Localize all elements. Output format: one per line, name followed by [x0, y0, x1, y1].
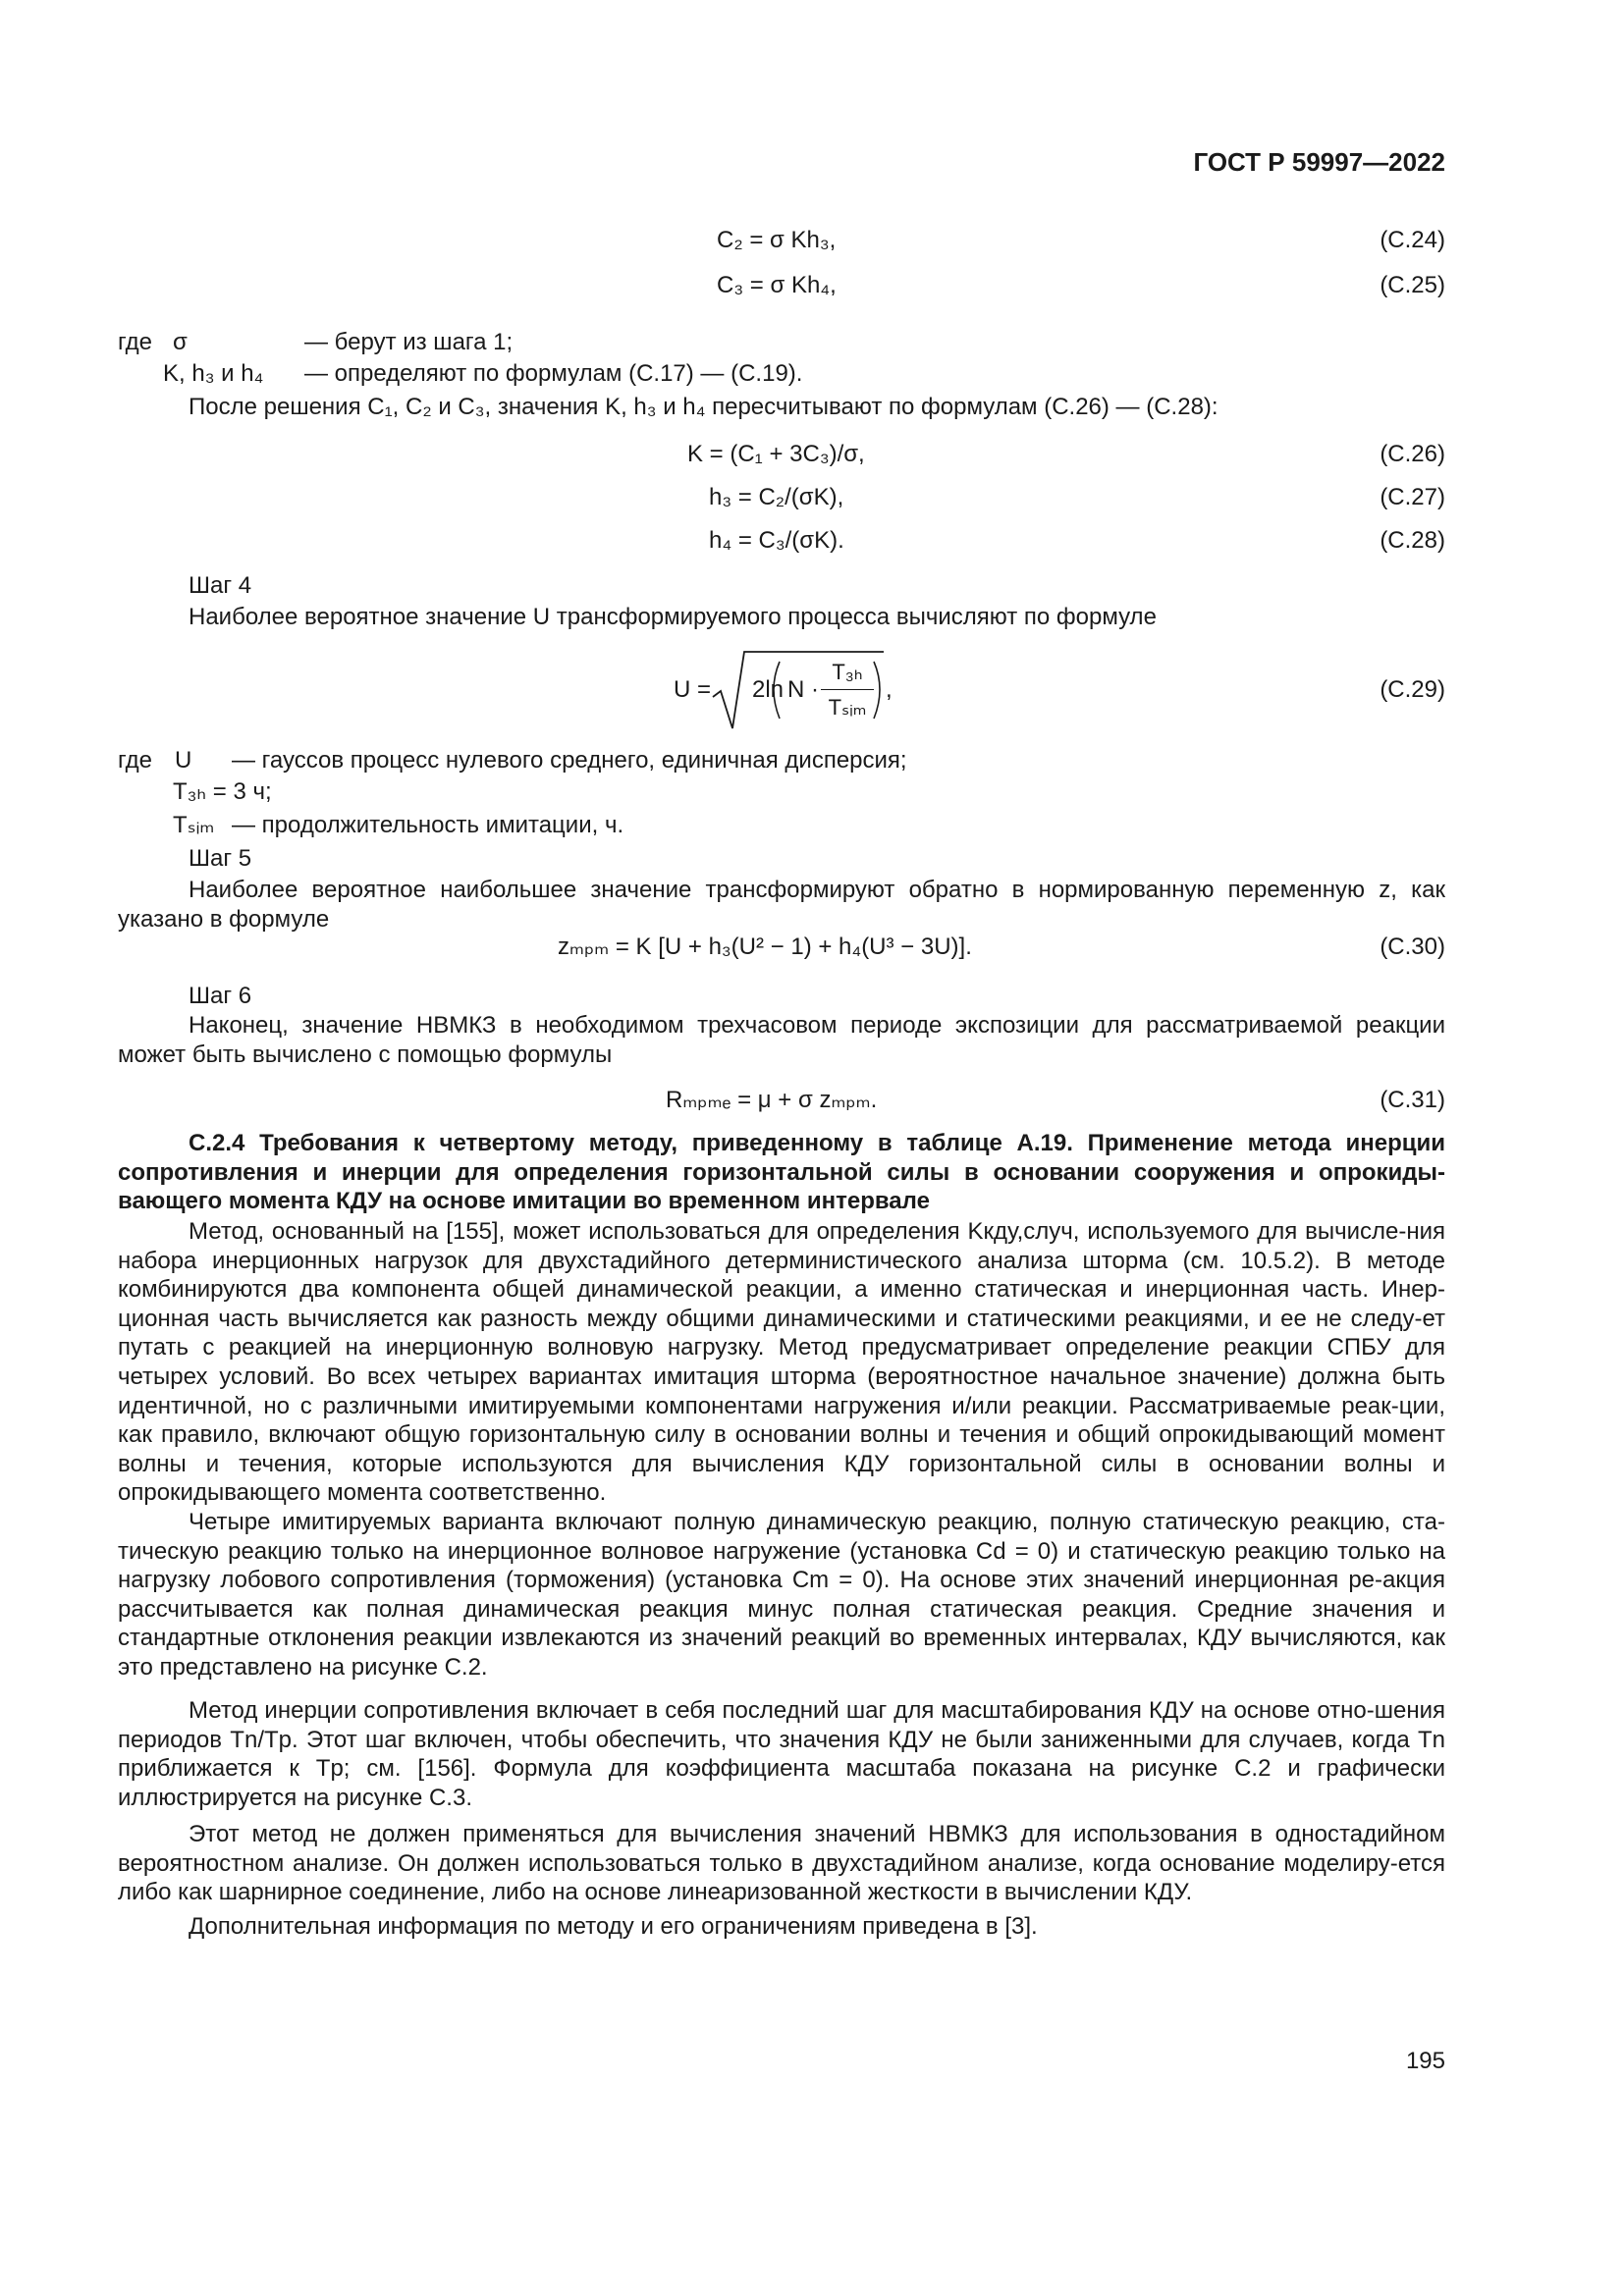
where-t3h: T₃ₕ = 3 ч;: [173, 778, 272, 805]
where-symbol-k-h3-h4: K, h₃ и h₄: [163, 360, 264, 387]
formula-c26: K = (C₁ + 3C₃)/σ,: [687, 441, 865, 467]
equation-number-c24: (C.24): [1380, 227, 1445, 253]
standard-header: ГОСТ Р 59997—2022: [1193, 147, 1445, 177]
where-symbol-sigma: σ: [173, 329, 188, 355]
where-symbol-tsim: Tₛᵢₘ: [173, 812, 215, 838]
step-6-title: Шаг 6: [189, 983, 252, 1009]
section-paragraph-5: Дополнительная информация по методу и его ограничениям приведена в [3].: [189, 1913, 1038, 1940]
page-number: 195: [1405, 2048, 1445, 2074]
formula-c25: C₃ = σ Kh₄,: [717, 272, 837, 298]
section-heading: С.2.4 Требования к четвертому методу, приведенному в таблице А.19. Применение метода инерции сопротивления и инерции для определения горизонтальной силы в основании сооружения и опрокиды-вающего момента КДУ на основе имитации во временном интервале: [118, 1130, 1445, 1215]
formula-c28: h₄ = C₃/(σK).: [709, 527, 844, 554]
step-5-text: Наиболее вероятное наибольшее значение трансформируют обратно в нормированную переменную z, как указано в формуле: [118, 877, 1445, 933]
formula-c24: C₂ = σ Kh₃,: [717, 227, 837, 253]
equation-number-c25: (C.25): [1380, 272, 1445, 298]
where-symbol-u: U: [175, 747, 192, 774]
equation-number-c28: (C.28): [1380, 527, 1445, 554]
step-6-text: Наконец, значение НВМКЗ в необходимом трехчасовом периоде экспозиции для рассматриваемой реакции может быть вычислено с помощью формулы: [118, 1012, 1445, 1068]
section-paragraph-4: Этот метод не должен применяться для вычисления значений НВМКЗ для использования в одностадийном вероятностном анализе. Он должен использоваться только в двухстадийном анализе, когда основание моделиру-ется либо как шарнирное соединение, либо на основе линеаризованной жесткости в вычислении КДУ.: [118, 1821, 1445, 1906]
equation-number-c29: (C.29): [1380, 676, 1445, 703]
formula-c27: h₃ = C₂/(σK),: [709, 484, 844, 510]
where-label-2: где: [118, 747, 153, 774]
formula-c29-ln: 2ln: [752, 676, 785, 703]
where-definition-u: — гауссов процесс нулевого среднего, единичная дисперсия;: [232, 747, 907, 774]
step-5-title: Шаг 5: [189, 845, 252, 872]
formula-c30: zₘₚₘ = K [U + h₃(U² − 1) + h₄(U³ − 3U)].: [558, 934, 972, 960]
where-label: где: [118, 329, 153, 355]
section-paragraph-2: Четыре имитируемых варианта включают полную динамическую реакцию, полную статическую реакцию, ста-тическую реакцию только на инерционное волновое нагружение (установка Cd = 0) и статическую реакцию только на нагрузку лобового сопротивления (торможения) (установка Cm = 0). На основе этих значений инерционная ре-акция рассчитывается как полная динамическая реакция минус полная статическая реакция. Средние значения и стандартные отклонения реакции извлекаются из значений реакций во временных интервалах, КДУ вычисляются, как это представлено на рисунке С.2.: [118, 1509, 1445, 1681]
where-definition-sigma: — берут из шага 1;: [304, 329, 514, 355]
formula-c29-n: N ·: [787, 676, 819, 703]
section-paragraph-3: Метод инерции сопротивления включает в себя последний шаг для масштабирования КДУ на основе отно-шения периодов Tn/Tp. Этот шаг включен, чтобы обеспечить, что значения КДУ не были заниженными для случаев, когда Tn приближается к Tp; см. [156]. Формула для коэффициента масштаба показана на рисунке С.2 и графически иллюстрируется на рисунке С.3.: [118, 1697, 1445, 1811]
equation-number-c26: (C.26): [1380, 441, 1445, 467]
where-definition-k-h3-h4: — определяют по формулам (С.17) — (С.19).: [304, 360, 803, 387]
equation-number-c27: (C.27): [1380, 484, 1445, 510]
step-4-text: Наиболее вероятное значение U трансформируемого процесса вычисляют по формуле: [189, 604, 1157, 630]
where-definition-tsim: — продолжительность имитации, ч.: [232, 812, 624, 838]
fraction-bar: [821, 689, 874, 690]
recalc-sentence: После решения C₁, C₂ и C₃, значения K, h₃ и h₄ пересчитывают по формулам (С.26) — (С.28):: [189, 394, 1218, 420]
section-paragraph-1: Метод, основанный на [155], может использоваться для определения Kкду,случ, используемого для вычисле-ния набора инерционных нагрузок для двухстадийного детерминистического анализа шторма (см. 10.5.2). В методе комбинируются два компонента общей динамической реакции, а именно статическая и инерционная часть. Инер-ционная часть вычисляется как разность между общими динамическими и статическими реакциями, и ее не следу-ет путать с реакцией на инерционную волновую нагрузку. Метод предусматривает определение реакции СПБУ для четырех условий. Во всех четырех вариантах имитация шторма (вероятностное начальное значение) должна быть идентичной, но с различными имитируемыми компонентами нагружения и/или реакции. Рассматриваемые реак-ции, как правило, включают общую горизонтальную силу в основании волны и течения и общий опрокидывающий момент волны и течения, которые используются для вычисления КДУ горизонтальной силы в основании волны и опрокидывающего момента соответственно.: [118, 1218, 1445, 1507]
formula-c29-lhs: U =: [674, 676, 712, 703]
fraction-numerator: T₃ₕ: [832, 660, 863, 684]
fraction-denominator: Tₛᵢₘ: [828, 695, 867, 720]
equation-number-c31: (C.31): [1380, 1087, 1445, 1113]
formula-c31: Rₘₚₘₑ = μ + σ zₘₚₘ.: [666, 1087, 878, 1113]
formula-c29-comma: ,: [886, 676, 893, 703]
equation-number-c30: (C.30): [1380, 934, 1445, 960]
step-4-title: Шаг 4: [189, 572, 252, 599]
